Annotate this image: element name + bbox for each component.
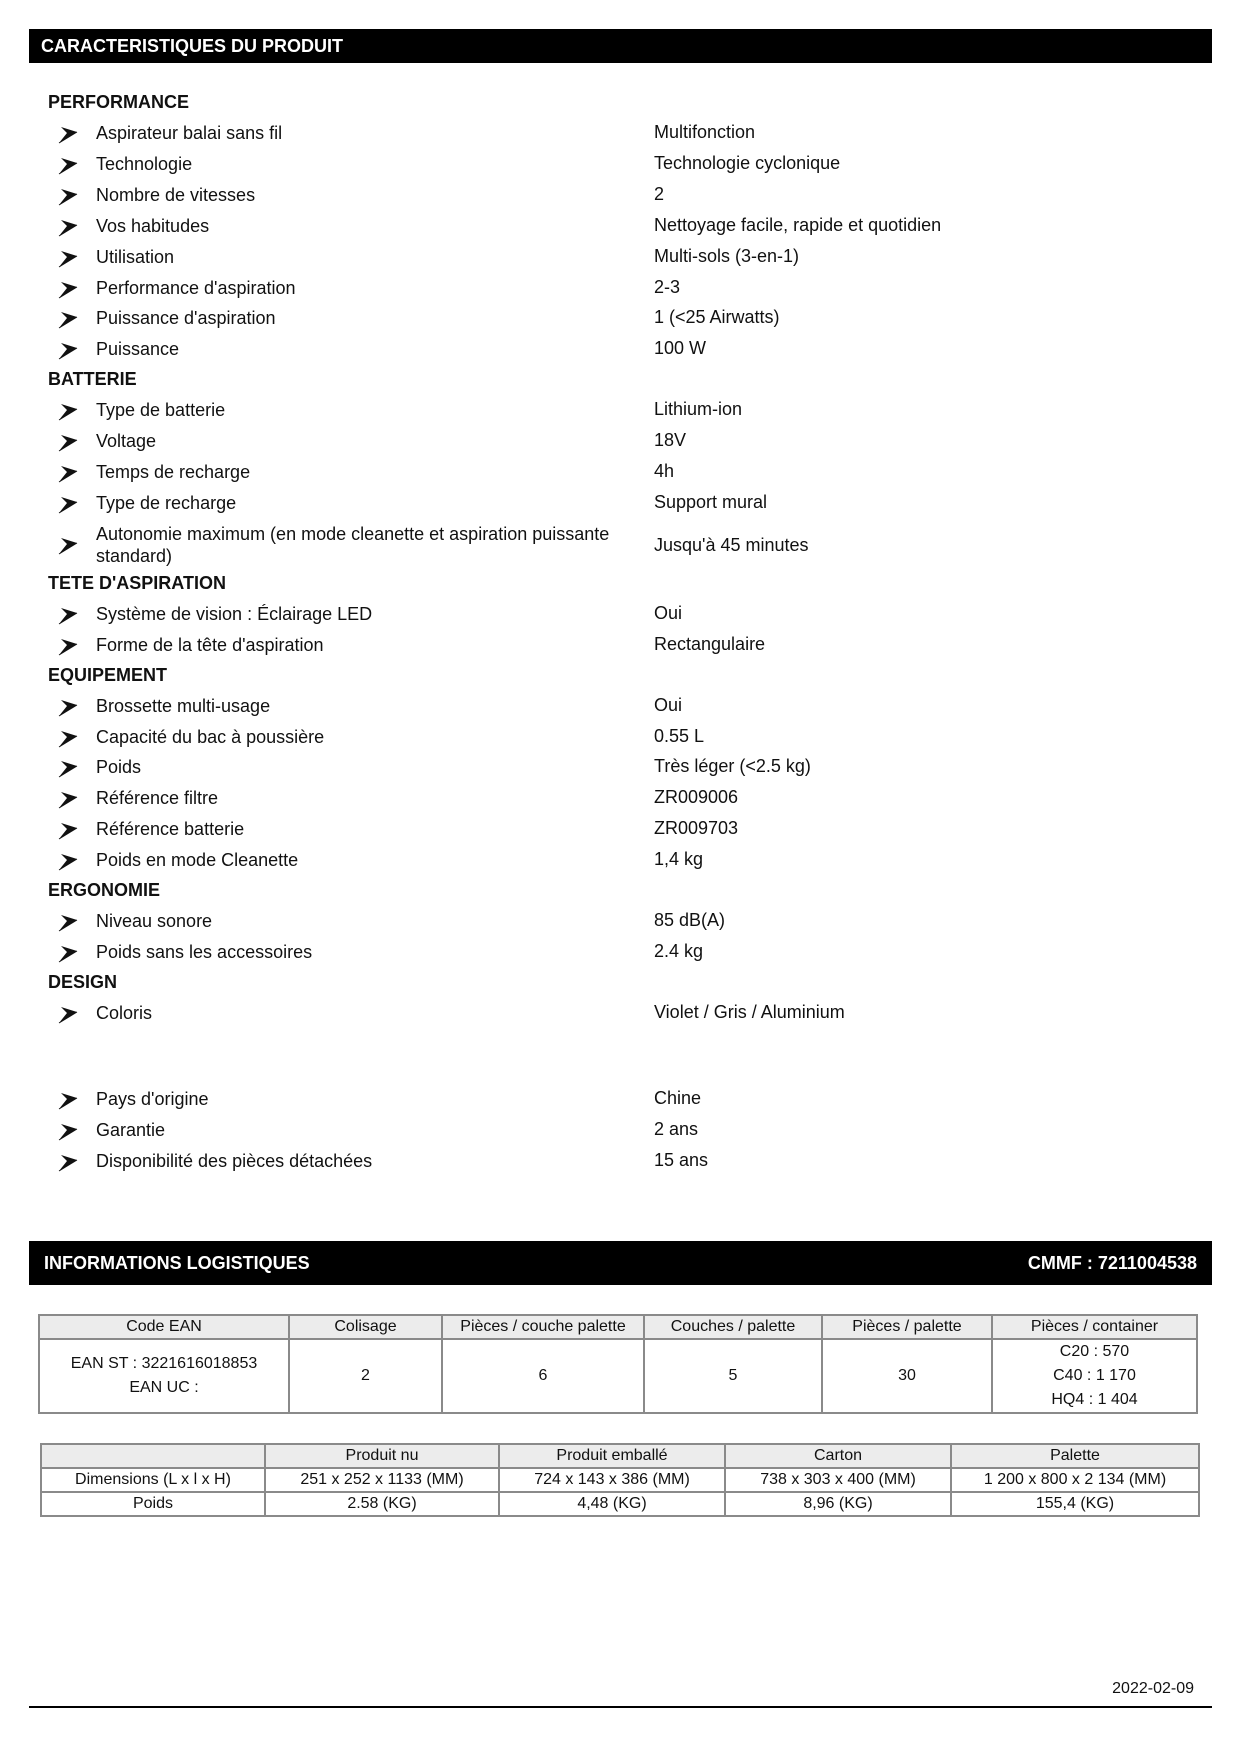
spec-label: Capacité du bac à poussière	[96, 726, 325, 747]
spec-label: Vos habitudes	[96, 215, 210, 236]
spec-label: Type de batterie	[96, 400, 226, 421]
arrow-bullet-icon	[58, 535, 78, 555]
table-row	[41, 1468, 1199, 1492]
section-heading: PERFORMANCE	[48, 92, 190, 112]
section-heading: TETE D'ASPIRATION	[48, 572, 226, 593]
spec-value: Violet / Gris / Aluminium	[654, 1001, 845, 1022]
section-heading: EQUIPEMENT	[48, 664, 168, 685]
header-cell: Produit nu	[265, 1444, 499, 1468]
pieces-per-pallet-cell: 30	[822, 1339, 992, 1413]
spec-label: Niveau sonore	[96, 911, 213, 931]
logistics-title: INFORMATIONS LOGISTIQUES	[44, 1253, 310, 1273]
spec-label: Poids en mode Cleanette	[96, 850, 299, 871]
spec-label: Nombre de vitesses	[96, 184, 256, 205]
spec-value: 15 ans	[654, 1149, 709, 1170]
spec-label: Pays d'origine	[96, 1088, 209, 1109]
spec-value: Lithium-ion	[654, 399, 743, 420]
table-cell: 738 x 303 x 400 (MM)	[725, 1468, 951, 1492]
ean-cell	[39, 1339, 289, 1413]
spec-label: Référence batterie	[96, 819, 245, 840]
spec-value: Rectangulaire	[654, 633, 766, 654]
spec-value: ZR009703	[654, 818, 739, 839]
spec-value: 18V	[654, 430, 687, 451]
arrow-bullet-icon	[58, 432, 78, 452]
table-row	[41, 1492, 1199, 1516]
spec-value: ZR009006	[654, 787, 739, 808]
arrow-bullet-icon	[58, 248, 78, 268]
spec-label: Garantie	[96, 1119, 166, 1140]
ean-st: EAN ST : 3221616018853	[70, 1355, 258, 1372]
spec-label: Disponibilité des pièces détachées	[96, 1150, 373, 1171]
layers-per-pallet-cell: 5	[644, 1339, 822, 1413]
spec-value: Oui	[654, 602, 683, 623]
arrow-bullet-icon	[58, 340, 78, 360]
ean-uc: EAN UC :	[129, 1379, 199, 1396]
table-header-row	[39, 1315, 1197, 1339]
spec-value: Technologie cyclonique	[654, 152, 841, 173]
logistics-banner	[29, 1241, 1212, 1285]
arrow-bullet-icon	[58, 789, 78, 809]
spec-value: Jusqu'à 45 minutes	[654, 534, 809, 555]
table-cell: 4,48 (KG)	[499, 1492, 725, 1516]
row-label: Poids	[41, 1492, 265, 1516]
characteristics-banner	[29, 29, 1212, 63]
document-date: 2022-02-09	[1112, 1680, 1194, 1697]
pieces-per-layer-cell: 6	[442, 1339, 644, 1413]
arrow-bullet-icon	[58, 124, 78, 144]
spec-value: 0.55 L	[654, 725, 705, 746]
arrow-bullet-icon	[58, 1152, 78, 1172]
spec-label: Type de recharge	[96, 492, 237, 513]
spec-label: Puissance	[96, 339, 180, 360]
header-cell: Produit emballé	[499, 1444, 725, 1468]
arrow-bullet-icon	[58, 728, 78, 748]
header-cell: Pièces / palette	[822, 1315, 992, 1339]
header-cell: Colisage	[289, 1315, 442, 1339]
cmmf-code: CMMF : 7211004538	[1027, 1253, 1197, 1273]
section-heading: DESIGN	[48, 971, 118, 992]
dimensions-table	[40, 1443, 1200, 1517]
arrow-bullet-icon	[58, 494, 78, 514]
spec-label: Puissance d'aspiration	[96, 308, 276, 329]
header-cell: Pièces / couche palette	[442, 1315, 644, 1339]
spec-value: Support mural	[654, 491, 768, 512]
container-c40: C40 : 1 170	[1053, 1367, 1136, 1384]
arrow-bullet-icon	[58, 463, 78, 483]
spec-label: Technologie	[96, 153, 193, 174]
spec-label: Poids	[96, 757, 142, 778]
spec-value: 1 (<25 Airwatts)	[654, 307, 780, 328]
packing-table	[38, 1314, 1198, 1414]
table-row	[39, 1339, 1197, 1413]
table-cell: 1 200 x 800 x 2 134 (MM)	[951, 1468, 1199, 1492]
spec-value: Chine	[654, 1087, 702, 1108]
arrow-bullet-icon	[58, 186, 78, 206]
section-heading: ERGONOMIE	[48, 880, 161, 900]
colisage-cell: 2	[289, 1339, 442, 1413]
section-heading: BATTERIE	[48, 369, 137, 390]
spec-value: 1,4 kg	[654, 849, 704, 870]
arrow-bullet-icon	[58, 401, 78, 421]
arrow-bullet-icon	[58, 636, 78, 656]
spec-label: Poids sans les accessoires	[96, 941, 313, 962]
spec-value: Très léger (<2.5 kg)	[654, 756, 811, 777]
spec-label: Aspirateur balai sans fil	[96, 123, 283, 143]
spec-value: 2 ans	[654, 1118, 699, 1139]
spec-value: Multifonction	[654, 122, 756, 142]
spec-label: Brossette multi-usage	[96, 695, 271, 716]
spec-value: 2.4 kg	[654, 940, 704, 961]
spec-value: 2	[654, 183, 665, 204]
arrow-bullet-icon	[58, 697, 78, 717]
footer-rule	[29, 1706, 1212, 1708]
arrow-bullet-icon	[58, 943, 78, 963]
spec-label: Référence filtre	[96, 788, 219, 809]
characteristics-title: CARACTERISTIQUES DU PRODUIT	[41, 36, 344, 56]
table-cell: 251 x 252 x 1133 (MM)	[265, 1468, 499, 1492]
arrow-bullet-icon	[58, 1004, 78, 1024]
arrow-bullet-icon	[58, 851, 78, 871]
table-header-row	[41, 1444, 1199, 1468]
spec-value: 4h	[654, 461, 675, 481]
container-c20: C20 : 570	[1059, 1343, 1130, 1360]
arrow-bullet-icon	[58, 155, 78, 175]
arrow-bullet-icon	[58, 1090, 78, 1110]
header-cell: Code EAN	[39, 1315, 289, 1339]
spec-label: Utilisation	[96, 246, 175, 267]
spec-value: Nettoyage facile, rapide et quotidien	[654, 214, 942, 235]
arrow-bullet-icon	[58, 1121, 78, 1141]
spec-label: Coloris	[96, 1002, 153, 1023]
spec-label: Performance d'aspiration	[96, 277, 296, 298]
spec-value: Oui	[654, 694, 683, 715]
header-cell: Carton	[725, 1444, 951, 1468]
spec-value: 85 dB(A)	[654, 910, 726, 930]
spec-label: Autonomie maximum (en mode cleanette et aspiration puissante standard)	[96, 523, 610, 566]
spec-label: Voltage	[96, 431, 157, 452]
arrow-bullet-icon	[58, 309, 78, 329]
arrow-bullet-icon	[58, 912, 78, 932]
table-cell: 155,4 (KG)	[951, 1492, 1199, 1516]
spec-label: Forme de la tête d'aspiration	[96, 634, 324, 655]
spec-value: 100 W	[654, 338, 707, 359]
header-cell: Pièces / container	[992, 1315, 1197, 1339]
row-label: Dimensions (L x l x H)	[41, 1468, 265, 1492]
arrow-bullet-icon	[58, 279, 78, 299]
spec-label: Système de vision : Éclairage LED	[96, 603, 373, 624]
container-hq4: HQ4 : 1 404	[1051, 1391, 1138, 1408]
arrow-bullet-icon	[58, 605, 78, 625]
header-cell: Couches / palette	[644, 1315, 822, 1339]
table-cell: 8,96 (KG)	[725, 1492, 951, 1516]
table-cell: 2.58 (KG)	[265, 1492, 499, 1516]
arrow-bullet-icon	[58, 217, 78, 237]
arrow-bullet-icon	[58, 820, 78, 840]
arrow-bullet-icon	[58, 758, 78, 778]
spec-value: 2-3	[654, 276, 681, 297]
container-cell	[992, 1339, 1197, 1413]
table-cell: 724 x 143 x 386 (MM)	[499, 1468, 725, 1492]
header-cell	[41, 1444, 265, 1468]
header-cell: Palette	[951, 1444, 1199, 1468]
spec-value: Multi-sols (3-en-1)	[654, 245, 800, 266]
spec-label: Temps de recharge	[96, 462, 251, 482]
